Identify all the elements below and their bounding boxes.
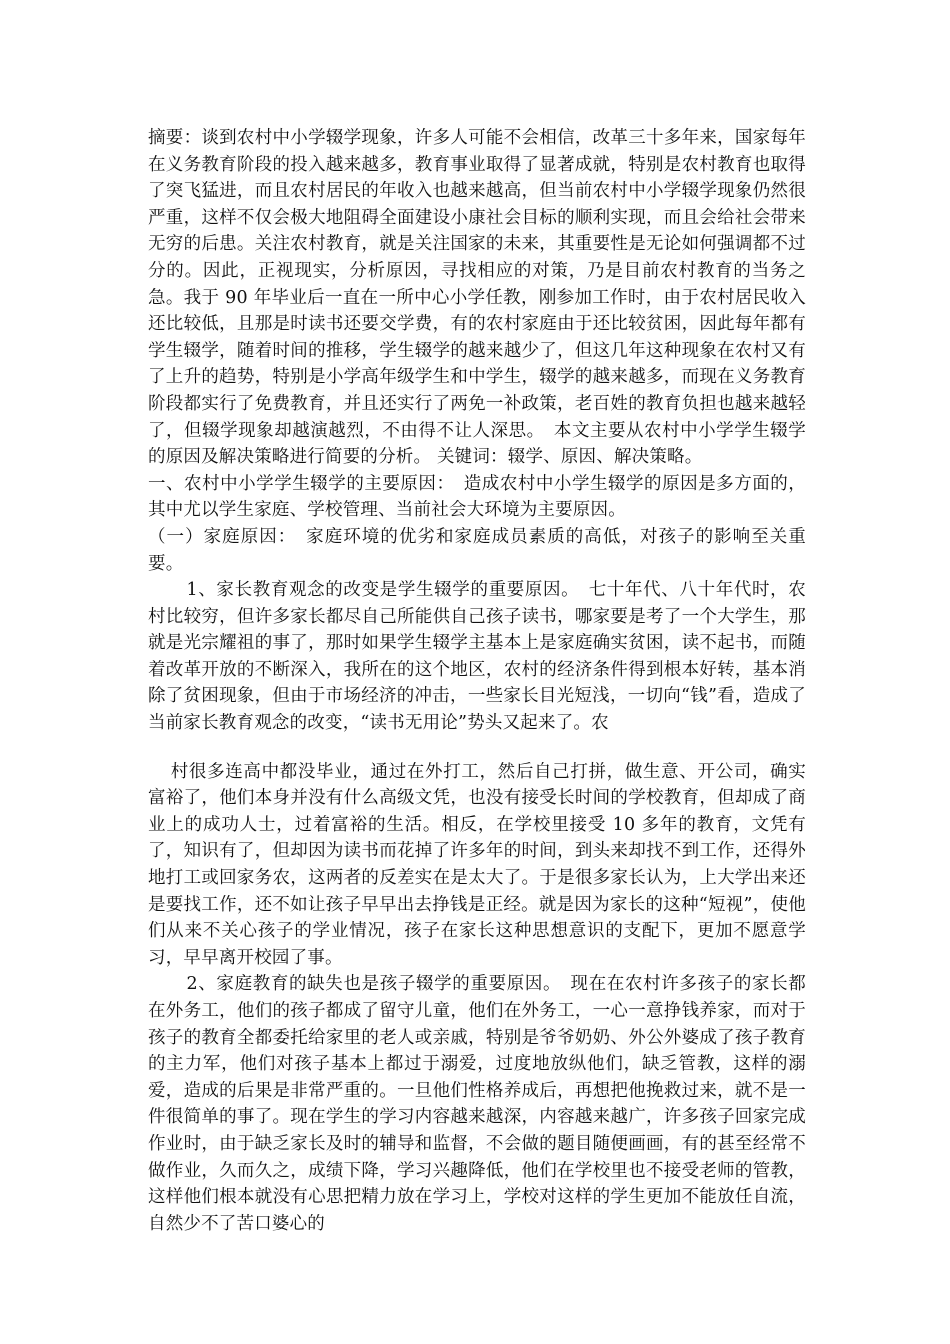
point-2-paragraph: 2、家庭教育的缺失也是孩子辍学的重要原因。 现在在农村许多孩子的家长都在外务工，他们的孩子都成了留守儿童，他们在外务工，一心一意挣钱养家，而对于孩子的教育全都委托给家里的老人或亲戚，特别是爷爷奶奶、外公外婆成了孩子教育的主力军，他们对孩子基本上都过于溺爱，过度地放纵他们，缺乏管教，这样的溺爱，造成的后果是非常严重的。一旦他们性格养成后，再想把他挽救过来，就不是一件很简单的事了。现在学生的学习内容越来越深，内容越来越广，许多孩子回家完成作业时，由于缺乏家长及时的辅导和监督，不会做的题目随便画画，有的甚至经常不做作业，久而久之，成绩下降，学习兴趣降低，他们在学校里也不接受老师的管教，这样他们根本就没有心思把精力放在学习上，学校对这样的学生更加不能放任自流，自然少不了苦口婆心的 — [148, 974, 806, 1234]
section-heading-paragraph: 一、农村中小学学生辍学的主要原因： 造成农村中小学生辍学的原因是多方面的，其中尤以学生家庭、学校管理、当前社会大环境为主要原因。 — [148, 473, 806, 521]
point-1-paragraph: 1、家长教育观念的改变是学生辍学的重要原因。 七十年代、八十年代时，农村比较穷，但许多家长都尽自己所能供自己孩子读书，哪家要是考了一个大学生，那就是光宗耀祖的事了，那时如果学生辍学主基本上是家庭确实贫困，读不起书，而随着改革开放的不断深入，我所在的这个地区，农村的经济条件得到根本好转，基本消除了贫困现象，但由于市场经济的冲击，一些家长目光短浅，一切向“钱”看，造成了当前家长教育观念的改变，“读书无用论”势头又起来了。农 — [148, 580, 806, 734]
subsection-heading-paragraph: （一）家庭原因： 家庭环境的优劣和家庭成员素质的高低，对孩子的影响至关重要。 — [148, 526, 806, 574]
document-page — [148, 125, 806, 1237]
abstract-paragraph: 摘要：谈到农村中小学辍学现象，许多人可能不会相信，改革三十多年来，国家每年在义务教育阶段的投入越来越多，教育事业取得了显著成就，特别是农村教育也取得了突飞猛进，而且农村居民的年收入也越来越高，但当前农村中小学辍学现象仍然很严重，这样不仅会极大地阻碍全面建设小康社会目标的顺利实现，而且会给社会带来无穷的后患。关注农村教育，就是关注国家的未来，其重要性是无论如何强调都不过分的。因此，正视现实，分析原因，寻找相应的对策，乃是目前农村教育的当务之急。我于 90 年毕业后一直在一所中心小学任教，刚参加工作时，由于农村居民收入还比较低，且那是时读书还要交学费，有的农村家庭由于还比较贫困，因此每年都有学生辍学，随着时间的推移，学生辍学的越来越少了，但这几年这种现象在农村又有了上升的趋势，特别是小学高年级学生和中学生，辍学的越来越多，而现在义务教育阶段都实行了免费教育，并且还实行了两免一补政策，老百姓的教育负担也越来越轻了，但辍学现象却越演越烈，不由得不让人深思。 本文主要从农村中小学学生辍学的原因及解决策略进行简要的分析。 关键词：辍学、原因、解决策略。 — [148, 128, 806, 468]
point-1-continuation-paragraph: 村很多连高中都没毕业，通过在外打工，然后自己打拼，做生意、开公司，确实富裕了，他们本身并没有什么高级文凭，也没有接受长时间的学校教育，但却成了商业上的成功人士，过着富裕的生活。相反，在学校里接受 10 多年的教育，文凭有了，知识有了，但却因为读书而花掉了许多年的时间，到头来却找不到工作，还得外地打工或回家务农，这两者的反差实在是太大了。于是很多家长认为，上大学出来还是要找工作，还不如让孩子早早出去挣钱是正经。就是因为家长的这种“短视”，使他们从来不关心孩子的学业情况，孩子在家长这种思想意识的支配下，更加不愿意学习，早早离开校园了事。 — [148, 761, 806, 968]
page-break-gap — [148, 737, 806, 759]
